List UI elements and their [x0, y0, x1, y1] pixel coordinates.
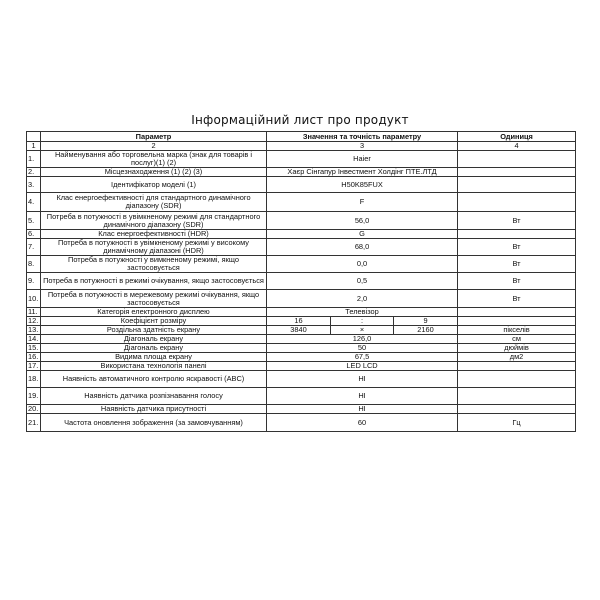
unit-cell: пікселів: [458, 326, 576, 335]
unit-cell: Гц: [458, 414, 576, 432]
row-number: 13.: [27, 326, 41, 335]
unit-cell: [458, 168, 576, 177]
table-row: [27, 326, 576, 335]
header-value: Значення та точність параметру: [267, 132, 458, 142]
unit-cell: [458, 151, 576, 168]
unit-cell: [458, 177, 576, 193]
value-part: :: [331, 317, 394, 326]
parameter-cell: Використана технологія панелі: [41, 362, 267, 371]
index-cell: 2: [41, 142, 267, 151]
row-number: 10.: [27, 290, 41, 308]
table-row: [27, 335, 576, 344]
value-cell: 56,0: [267, 212, 458, 230]
index-row: [27, 142, 576, 151]
unit-cell: [458, 362, 576, 371]
unit-cell: Вт: [458, 290, 576, 308]
value-cell: НІ: [267, 371, 458, 388]
row-number: 5.: [27, 212, 41, 230]
parameter-cell: Діагональ екрану: [41, 335, 267, 344]
value-cell: НІ: [267, 405, 458, 414]
parameter-cell: Роздільна здатність екрану: [41, 326, 267, 335]
parameter-cell: Потреба в потужності в режимі очікування, якщо застосовується: [41, 273, 267, 290]
table-row: [27, 290, 576, 308]
value-cell: 0,0: [267, 256, 458, 273]
row-number: 6.: [27, 230, 41, 239]
unit-cell: Вт: [458, 273, 576, 290]
parameter-cell: Видима площа екрану: [41, 353, 267, 362]
table-row: [27, 362, 576, 371]
row-number: 8.: [27, 256, 41, 273]
value-cell: НІ: [267, 388, 458, 405]
table-row: [27, 256, 576, 273]
table-row: [27, 353, 576, 362]
row-number: 14.: [27, 335, 41, 344]
value-cell: 60: [267, 414, 458, 432]
table-row: [27, 239, 576, 256]
value-cell: 126,0: [267, 335, 458, 344]
parameter-cell: Потреба в потужності в увімкненому режимі для стандартного динамічного діапазону (SDR): [41, 212, 267, 230]
table-row: [27, 168, 576, 177]
unit-cell: см: [458, 335, 576, 344]
row-number: 21.: [27, 414, 41, 432]
parameter-cell: Потреба в потужності в мережевому режимі очікування, якщо застосовується: [41, 290, 267, 308]
table-row: [27, 193, 576, 212]
parameter-cell: Клас енергоефективності (HDR): [41, 230, 267, 239]
header-unit: Одиниця: [458, 132, 576, 142]
parameter-cell: Ідентифікатор моделі (1): [41, 177, 267, 193]
value-cell: H50K85FUX: [267, 177, 458, 193]
unit-cell: дм2: [458, 353, 576, 362]
table-row: [27, 371, 576, 388]
parameter-cell: Наявність автоматичного контролю яскравості (ABC): [41, 371, 267, 388]
unit-cell: [458, 317, 576, 326]
row-number: 1.: [27, 151, 41, 168]
value-cell: 50: [267, 344, 458, 353]
header-num: [27, 132, 41, 142]
parameter-cell: Частота оновлення зображення (за замовчуванням): [41, 414, 267, 432]
row-number: 16.: [27, 353, 41, 362]
row-number: 7.: [27, 239, 41, 256]
table-row: [27, 308, 576, 317]
row-number: 18.: [27, 371, 41, 388]
row-number: 2.: [27, 168, 41, 177]
table-row: [27, 414, 576, 432]
unit-cell: [458, 371, 576, 388]
parameter-cell: Категорія електронного дисплею: [41, 308, 267, 317]
document-title: Інформаційний лист про продукт: [191, 113, 409, 127]
value-cell: 0,5: [267, 273, 458, 290]
index-cell: 1: [27, 142, 41, 151]
parameter-cell: Найменування або торговельна марка (знак для товарів і послуг)(1) (2): [41, 151, 267, 168]
row-number: 19.: [27, 388, 41, 405]
value-part: ×: [331, 326, 394, 335]
value-part: 2160: [394, 326, 458, 335]
row-number: 9.: [27, 273, 41, 290]
parameter-cell: Діагональ екрану: [41, 344, 267, 353]
unit-cell: [458, 308, 576, 317]
parameter-cell: Місцезнаходження (1) (2) (3): [41, 168, 267, 177]
header-row: [27, 132, 576, 142]
parameter-cell: Клас енергоефективності для стандартного динамічного діапазону (SDR): [41, 193, 267, 212]
unit-cell: Вт: [458, 239, 576, 256]
value-cell: 2,0: [267, 290, 458, 308]
unit-cell: [458, 388, 576, 405]
row-number: 12.: [27, 317, 41, 326]
row-number: 3.: [27, 177, 41, 193]
parameter-cell: Коефіцієнт розміру: [41, 317, 267, 326]
row-number: 20.: [27, 405, 41, 414]
table-row: [27, 388, 576, 405]
value-part: 16: [267, 317, 331, 326]
header-parameter: Параметр: [41, 132, 267, 142]
index-cell: 3: [267, 142, 458, 151]
table-row: [27, 230, 576, 239]
table-row: [27, 344, 576, 353]
table-row: [27, 273, 576, 290]
product-info-table: [26, 131, 576, 432]
row-number: 4.: [27, 193, 41, 212]
value-part: 9: [394, 317, 458, 326]
row-number: 11.: [27, 308, 41, 317]
row-number: 15.: [27, 344, 41, 353]
value-cell: 67,5: [267, 353, 458, 362]
table-row: [27, 151, 576, 168]
value-part: 3840: [267, 326, 331, 335]
value-cell: G: [267, 230, 458, 239]
row-number: 17.: [27, 362, 41, 371]
value-cell: Haier: [267, 151, 458, 168]
index-cell: 4: [458, 142, 576, 151]
parameter-cell: Потреба в потужності у вимкненому режимі, якщо застосовується: [41, 256, 267, 273]
unit-cell: [458, 193, 576, 212]
parameter-cell: Наявність датчика розпізнавання голосу: [41, 388, 267, 405]
value-cell: 68,0: [267, 239, 458, 256]
table-row: [27, 317, 576, 326]
unit-cell: Вт: [458, 212, 576, 230]
unit-cell: дюймів: [458, 344, 576, 353]
unit-cell: [458, 230, 576, 239]
value-cell: LED LCD: [267, 362, 458, 371]
table-row: [27, 177, 576, 193]
unit-cell: [458, 405, 576, 414]
unit-cell: Вт: [458, 256, 576, 273]
value-cell: Телевізор: [267, 308, 458, 317]
table-row: [27, 212, 576, 230]
table-row: [27, 405, 576, 414]
value-cell: F: [267, 193, 458, 212]
value-cell: Хаєр Сінгапур Інвестмент Холдінг ПТЕ.ЛТД: [267, 168, 458, 177]
parameter-cell: Наявність датчика присутності: [41, 405, 267, 414]
parameter-cell: Потреба в потужності в увімкненому режимі у високому динамічному діапазоні (HDR): [41, 239, 267, 256]
